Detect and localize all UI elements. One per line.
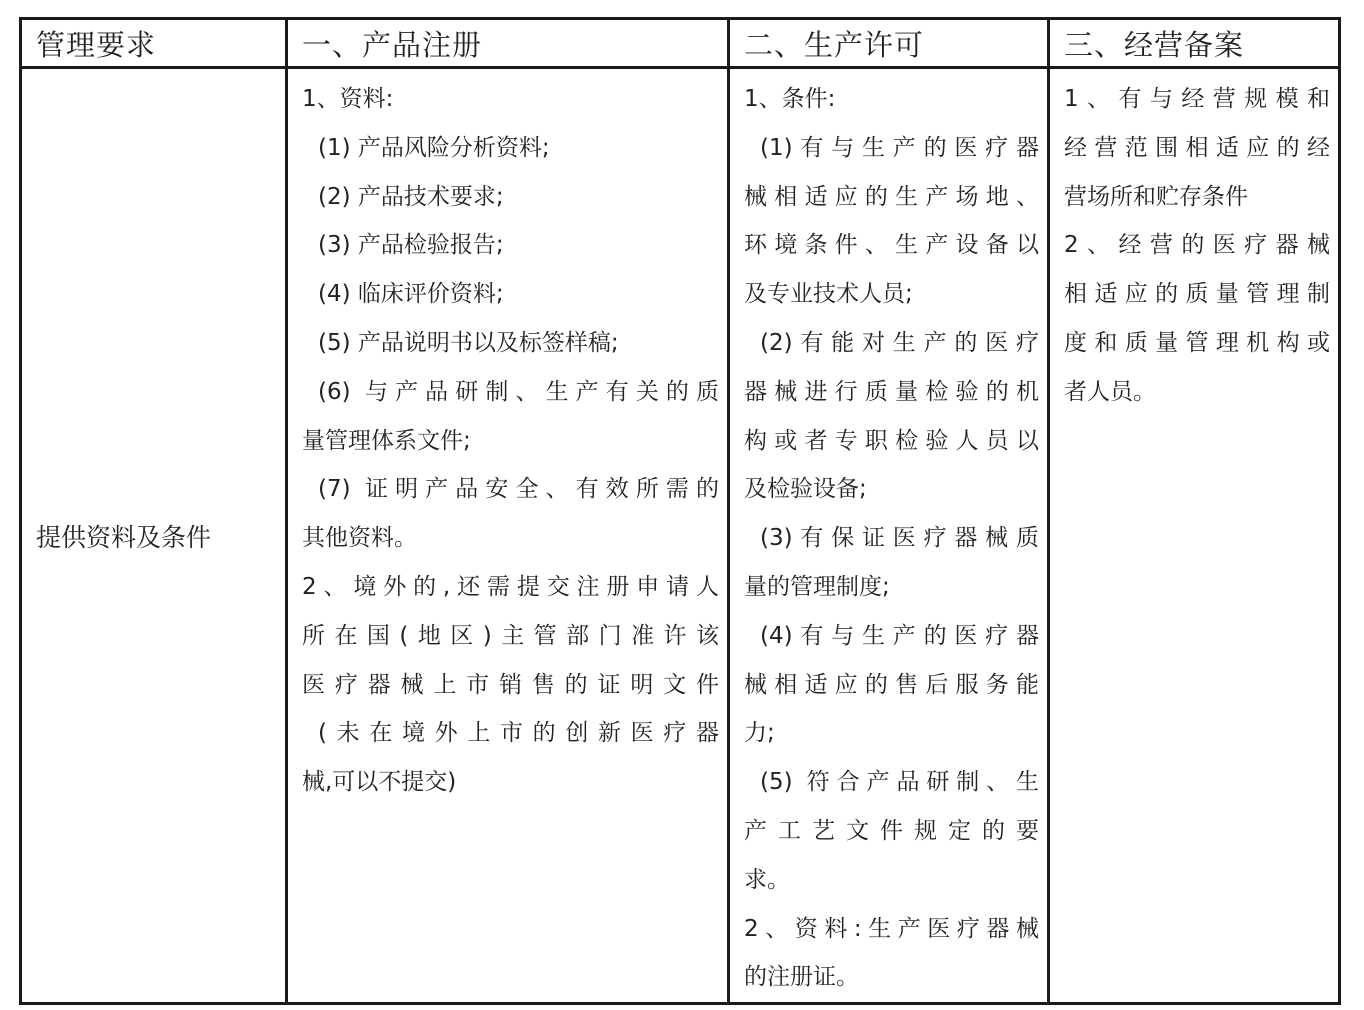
text-line: 及检验设备;	[744, 476, 867, 503]
production-license-cell	[729, 68, 1049, 1004]
text-line: 1、资料:	[302, 86, 394, 112]
text-line: 2、境外的,还需提交注册申请人	[302, 573, 719, 600]
text-line: 械,可以不提交)	[302, 769, 457, 796]
content-row	[21, 68, 1340, 1004]
text-line: 力;	[744, 720, 775, 747]
text-line: (2) 产品技术要求;	[318, 183, 504, 210]
text-line: 相适应的质量管理制	[1064, 281, 1330, 308]
text-line: (3)有保证医疗器械质	[760, 525, 1039, 552]
text-line: (未在境外上市的创新医疗器	[318, 720, 719, 747]
business-filing-cell	[1049, 68, 1340, 1004]
text-line: (1) 产品风险分析资料;	[318, 134, 550, 161]
text-line: 医疗器械上市销售的证明文件	[302, 671, 719, 698]
text-line: 及专业技术人员;	[744, 281, 913, 308]
business-filing-lines	[1050, 69, 1338, 417]
text-line: 构或者专职检验人员以	[744, 427, 1039, 454]
text-line: 度和质量管理机构或	[1064, 329, 1330, 356]
text-line: 其他资料。	[302, 525, 417, 552]
text-line: (7) 证明产品安全、有效所需的	[318, 476, 719, 503]
header-management-requirement: 管理要求	[21, 19, 287, 68]
text-line: 械相适应的生产场地、	[744, 183, 1039, 210]
text-line: (5) 产品说明书以及标签样稿;	[318, 329, 619, 356]
text-line: (4)有与生产的医疗器	[760, 622, 1039, 649]
text-line: 1、条件:	[744, 86, 836, 112]
production-license-lines	[730, 69, 1047, 1002]
text-line: 2、经营的医疗器械	[1064, 232, 1330, 259]
text-line: 环境条件、生产设备以	[744, 232, 1039, 259]
text-line: (2)有能对生产的医疗	[760, 329, 1039, 356]
text-line: (5) 符合产品研制、生	[760, 769, 1039, 796]
product-registration-cell	[287, 68, 729, 1004]
text-line: (1)有与生产的医疗器	[760, 134, 1039, 161]
text-line: 产工艺文件规定的要	[744, 817, 1039, 844]
text-line: 1、有与经营规模和	[1064, 86, 1330, 112]
header-business-filing: 三、经营备案	[1049, 19, 1340, 68]
text-line: 的注册证。	[744, 964, 859, 991]
text-line: 求。	[744, 866, 790, 893]
text-line: 器械进行质量检验的机	[744, 378, 1039, 405]
product-registration-lines	[288, 69, 727, 807]
text-line: 经营范围相适应的经	[1064, 134, 1330, 161]
text-line: 2、资料:生产医疗器械	[744, 915, 1039, 942]
text-line: 所在国(地区)主管部门准许该	[302, 622, 719, 649]
requirements-table	[19, 17, 1341, 1005]
text-line: 械相适应的售后服务能	[744, 671, 1039, 698]
row-label: 提供资料及条件	[21, 68, 287, 1004]
header-production-license: 二、生产许可	[729, 19, 1049, 68]
header-product-registration: 一、产品注册	[287, 19, 729, 68]
text-line: 量的管理制度;	[744, 573, 890, 600]
text-line: 者人员。	[1064, 378, 1156, 405]
text-line: 营场所和贮存条件	[1064, 183, 1248, 210]
text-line: (3) 产品检验报告;	[318, 232, 504, 259]
text-line: (6) 与产品研制、生产有关的质	[318, 378, 719, 405]
header-row	[21, 19, 1340, 68]
text-line: (4) 临床评价资料;	[318, 281, 504, 308]
text-line: 量管理体系文件;	[302, 427, 471, 454]
